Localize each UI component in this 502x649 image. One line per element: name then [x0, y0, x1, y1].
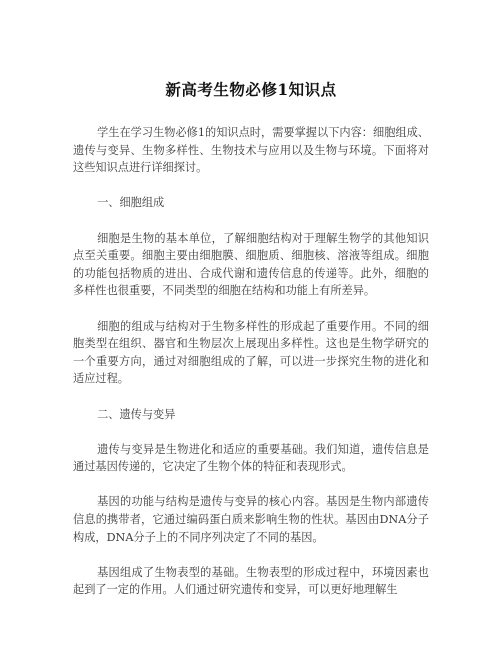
document-body: [73, 124, 429, 617]
section-heading-heredity-variation: 二、遗传与变异: [97, 407, 176, 421]
section-heading-cell-composition: 一、细胞组成: [97, 196, 165, 210]
body-paragraph: 细胞的组成与结构对于生物多样性的形成起了重要作用。不同的细胞类型在组织、器官和生物层次上展现出多样性。这也是生物学研究的一个重要方向，通过对细胞组成的了解，可以进一步探究生物的进化和适应过程。: [73, 319, 429, 386]
body-paragraph: 基因的功能与结构是遗传与变异的核心内容。基因是生物内部遗传信息的携带者，它通过编码蛋白质来影响生物的性状。基因由DNA分子构成，DNA分子上的不同序列决定了不同的基因。: [73, 495, 429, 544]
body-paragraph: 基因组成了生物表型的基础。生物表型的形成过程中，环境因素也起到了一定的作用。人们通过研究遗传和变异，可以更好地理解生: [73, 565, 429, 597]
document-title: 新高考生物必修1知识点: [165, 80, 337, 99]
intro-paragraph: 学生在学习生物必修1的知识点时，需要掌握以下内容：细胞组成、遗传与变异、生物多样性、生物技术与应用以及生物与环境。下面将对这些知识点进行详细探讨。: [73, 126, 429, 175]
body-paragraph: 遗传与变异是生物进化和适应的重要基础。我们知道，遗传信息是通过基因传递的，它决定了生物个体的特征和表现形式。: [73, 442, 429, 474]
body-paragraph: 细胞是生物的基本单位，了解细胞结构对于理解生物学的其他知识点至关重要。细胞主要由细胞膜、细胞质、细胞核、溶液等组成。细胞的功能包括物质的进出、合成代谢和遗传信息的传递等。此外，细胞的多样性也很重要，不同类型的细胞在结构和功能上有所差异。: [73, 231, 429, 298]
